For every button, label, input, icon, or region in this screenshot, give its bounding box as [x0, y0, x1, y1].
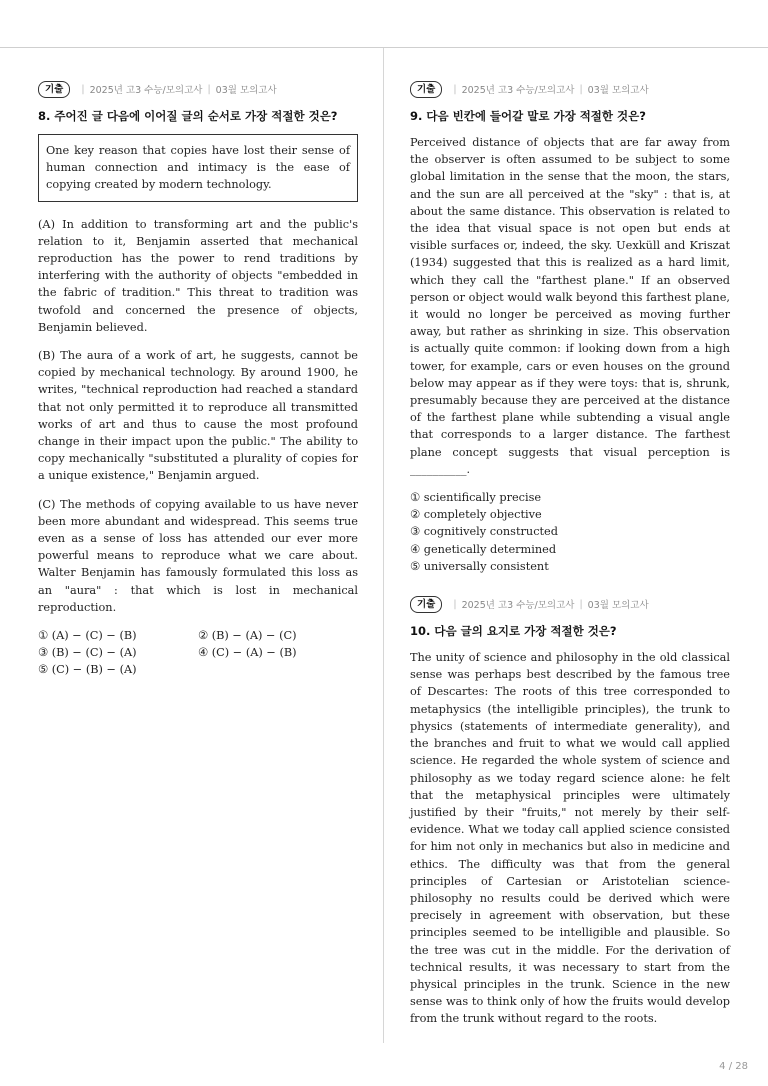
- q9-badge: 기출: [410, 81, 442, 98]
- q9-source: 2025년 고3 수능/모의고사: [461, 85, 575, 96]
- q10-meta: 기출 | 2025년 고3 수능/모의고사 | 03월 모의고사: [410, 595, 730, 613]
- q8-title: 8. 주어진 글 다음에 이어질 글의 순서로 가장 적절한 것은?: [38, 109, 338, 123]
- q8-meta: 기출 | 2025년 고3 수능/모의고사 | 03월 모의고사: [38, 80, 358, 98]
- q8-month: 03월 모의고사: [215, 85, 277, 96]
- q9-choice-4[interactable]: ④ genetically determined: [410, 542, 557, 556]
- q8-choice-1[interactable]: ① (A) − (C) − (B): [38, 629, 137, 643]
- q8-choice-5[interactable]: ⑤ (C) − (B) − (A): [38, 663, 137, 677]
- q10-source: 2025년 고3 수능/모의고사: [461, 600, 575, 612]
- right-column: [410, 80, 730, 1028]
- q9-choice-5[interactable]: ⑤ universally consistent: [410, 559, 549, 573]
- q9-meta: 기출 | 2025년 고3 수능/모의고사 | 03월 모의고사: [410, 80, 730, 98]
- q9-choice-3[interactable]: ③ cognitively constructed: [410, 525, 558, 539]
- q10-month: 03월 모의고사: [587, 600, 649, 612]
- q10-title: 10. 다음 글의 요지로 가장 적절한 것은?: [410, 624, 617, 639]
- q10-passage: The unity of science and philosophy in the old classical sense was perhaps best described by the famous tree of Descartes: The roots of this tree corresponded to metaphysics (the intelligible principles), the trunk to physics (statements of intermediate generality), and the branches and fruit to what we would call applied science. He regarded the whole system of science and philosophy as we today regard science alone: he felt that the metaphysical principles were ultimately justified by their "fruits," not merely by their self-evidence. What we today call applied science consisted for him not only in mechanics but also in medicine and ethics. The difficulty was that from the general principles of Cartesian or Aristotelian science-philosophy no results could be derived which were precisely in agreement with observation, but these principles seemed to be intelligible and plausible. So the tree was cut in the middle. For the derivation of technical results, it was necessary to start from the physical principles in the trunk. Science in the new sense was to think only of how the fruits would develop from the trunk without regard to the roots.: [410, 651, 730, 1026]
- q8-paragraph-a: (A) In addition to transforming art and the public's relation to it, Benjamin asserted that mechanical reproduction has the power to rend traditions by interfering with the authority of objects "embedded in the fabric of tradition." This threat to tradition was twofold and concerned the presence of objects, Benjamin believed.: [38, 217, 358, 334]
- header-rule: [0, 47, 768, 48]
- q8-choice-3[interactable]: ③ (B) − (C) − (A): [38, 646, 137, 660]
- page-number: 4 / 28: [719, 1061, 748, 1072]
- q8-given-text: One key reason that copies have lost their sense of human connection and intimacy is the ease of copying created by modern technology.: [46, 144, 350, 192]
- q8-choice-4[interactable]: ④ (C) − (A) − (B): [198, 646, 297, 660]
- q8-paragraph-c: (C) The methods of copying available to us have never been more abundant and widespread. This seems true even as a sense of loss has attended our ever more powerful means to reproduce what we care about. Walter Benjamin has famously formulated this loss as an "aura" : that which is lost in mechanical reproduction.: [38, 497, 358, 614]
- q8-paragraph-b: (B) The aura of a work of art, he suggests, cannot be copied by mechanical technology. By around 1900, he writes, "technical reproduction had reached a standard that not only permitted it to reproduce all transmitted works of art and thus to cause the most profound change in their impact upon the public." The ability to copy mechanically "substituted a plurality of copies for a unique existence," Benjamin argued.: [38, 349, 358, 483]
- q10-badge: 기출: [410, 596, 442, 613]
- q9-choice-2[interactable]: ② completely objective: [410, 508, 542, 522]
- left-column: [38, 80, 358, 679]
- q9-choice-1[interactable]: ① scientifically precise: [410, 491, 542, 505]
- q9-month: 03월 모의고사: [587, 85, 649, 96]
- q8-source: 2025년 고3 수능/모의고사: [89, 85, 203, 96]
- q9-choices: [410, 489, 730, 575]
- q8-choices: [38, 627, 358, 679]
- q8-given-box: [38, 134, 358, 202]
- q9-title: 9. 다음 빈칸에 들어갈 말로 가장 적절한 것은?: [410, 109, 646, 123]
- q8-choice-2[interactable]: ② (B) − (A) − (C): [198, 629, 297, 643]
- q8-badge: 기출: [38, 81, 70, 98]
- column-divider: [383, 48, 384, 1043]
- q9-passage: Perceived distance of objects that are far away from the observer is often assumed to be subject to some global limitation in the sense that the moon, the stars, and the sun are all perceived at the "sky" : that is, at about the same distance. This observation is related to the idea that visual space is not open but ends at visible surfaces or, indeed, the sky. Uexküll and Kriszat (1934) suggested that this is realized as a hard limit, which they call the "farthest plane." If an observed person or object would walk beyond this farthest plane, it would no longer be perceived as moving further away, but rather as shrinking in size. This observation is actually quite common: if looking down from a high tower, for example, cars or even houses on the ground below may appear as if they were toys: that is, shrunk, presumably because they are perceived at the distance of the farthest plane while subtending a visual angle that corresponds to a larger distance. The farthest plane concept suggests that visual perception is __________.: [410, 136, 730, 476]
